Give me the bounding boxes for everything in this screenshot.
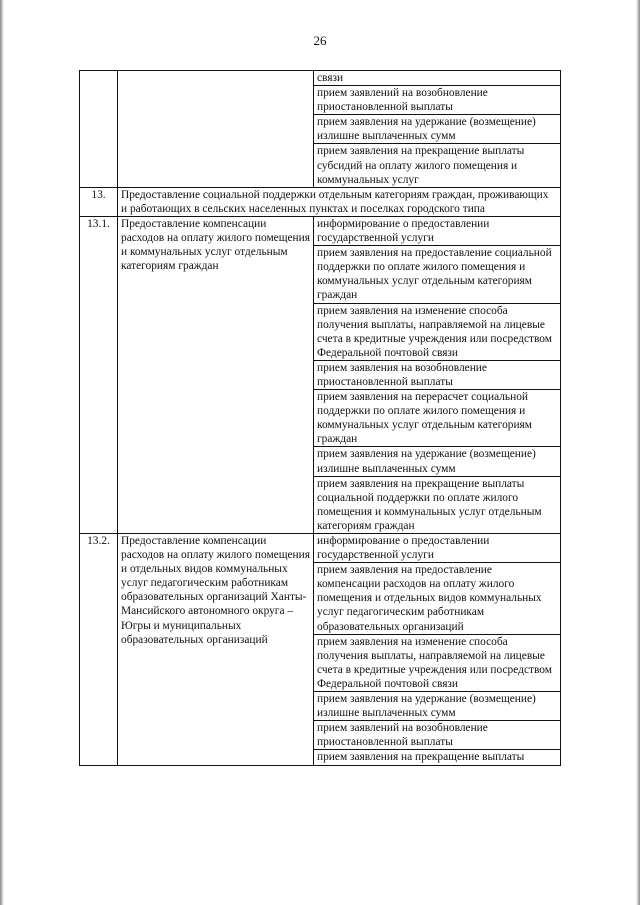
action-cell: прием заявления на изменение способа получения выплаты, направляемой на лицевые счета в кредитные учреждения или посредством Федеральной почтовой связи [314,634,561,691]
action-cell: прием заявления на изменение способа получения выплаты, направляемой на лицевые счета в кредитные учреждения или посредством Федеральной почтовой связи [314,303,561,360]
action-cell: прием заявления на возобновление приостановленной выплаты [314,360,561,389]
action-cell: прием заявления на удержание (возмещение) излишне выплаченных сумм [314,447,561,476]
action-cell: информирование о предоставлении государственной услуги [314,216,561,245]
action-cell: прием заявления на предоставление компенсации расходов на оплату жилого помещения и отдельных видов коммунальных услуг педагогическим работникам образовательных организаций [314,563,561,634]
scan-edge-left [0,0,4,905]
row-number: 13.2. [80,534,118,766]
action-cell: прием заявления на удержание (возмещение) излишне выплаченных сумм [314,692,561,721]
action-cell: прием заявления на прекращение выплаты социальной поддержки по оплате жилого помещения и коммунальных услуг отдельным категориям граждан [314,476,561,533]
section-row [80,187,561,216]
table-row [80,216,561,245]
service-name: Предоставление компенсации расходов на оплату жилого помещения и отдельных видов коммунальных услуг педагогическим работникам образовательных организаций Ханты-Мансийского автономного округа – Югры и муниципальных образовательных организаций [118,534,314,766]
services-table-body [80,71,561,766]
action-cell: прием заявлений на возобновление приостановленной выплаты [314,86,561,115]
service-name: Предоставление компенсации расходов на оплату жилого помещения и коммунальных услуг отдельным категориям граждан [118,216,314,533]
service-name [118,71,314,188]
action-cell: связи [314,71,561,86]
action-cell: прием заявления на прекращение выплаты [314,750,561,765]
action-cell: прием заявления на удержание (возмещение) излишне выплаченных сумм [314,115,561,144]
action-cell: прием заявления на прекращение выплаты субсидий на оплату жилого помещения и коммунальных услуг [314,144,561,187]
scan-edge-right [636,0,640,905]
row-number: 13.1. [80,216,118,533]
row-number: 13. [80,187,118,216]
table-row [80,71,561,86]
table-row [80,534,561,563]
section-title: Предоставление социальной поддержки отдельным категориям граждан, проживающих и работающих в сельских населенных пунктах и поселках городского типа [118,187,561,216]
action-cell: прием заявлений на возобновление приостановленной выплаты [314,721,561,750]
action-cell: прием заявления на перерасчет социальной поддержки по оплате жилого помещения и коммунальных услуг отдельным категориям граждан [314,390,561,447]
action-cell: прием заявления на предоставление социальной поддержки по оплате жилого помещения и коммунальных услуг отдельным категориям граждан [314,246,561,303]
page-number: 26 [313,33,327,48]
action-cell: информирование о предоставлении государственной услуги [314,534,561,563]
row-number [80,71,118,188]
services-table [79,70,561,766]
